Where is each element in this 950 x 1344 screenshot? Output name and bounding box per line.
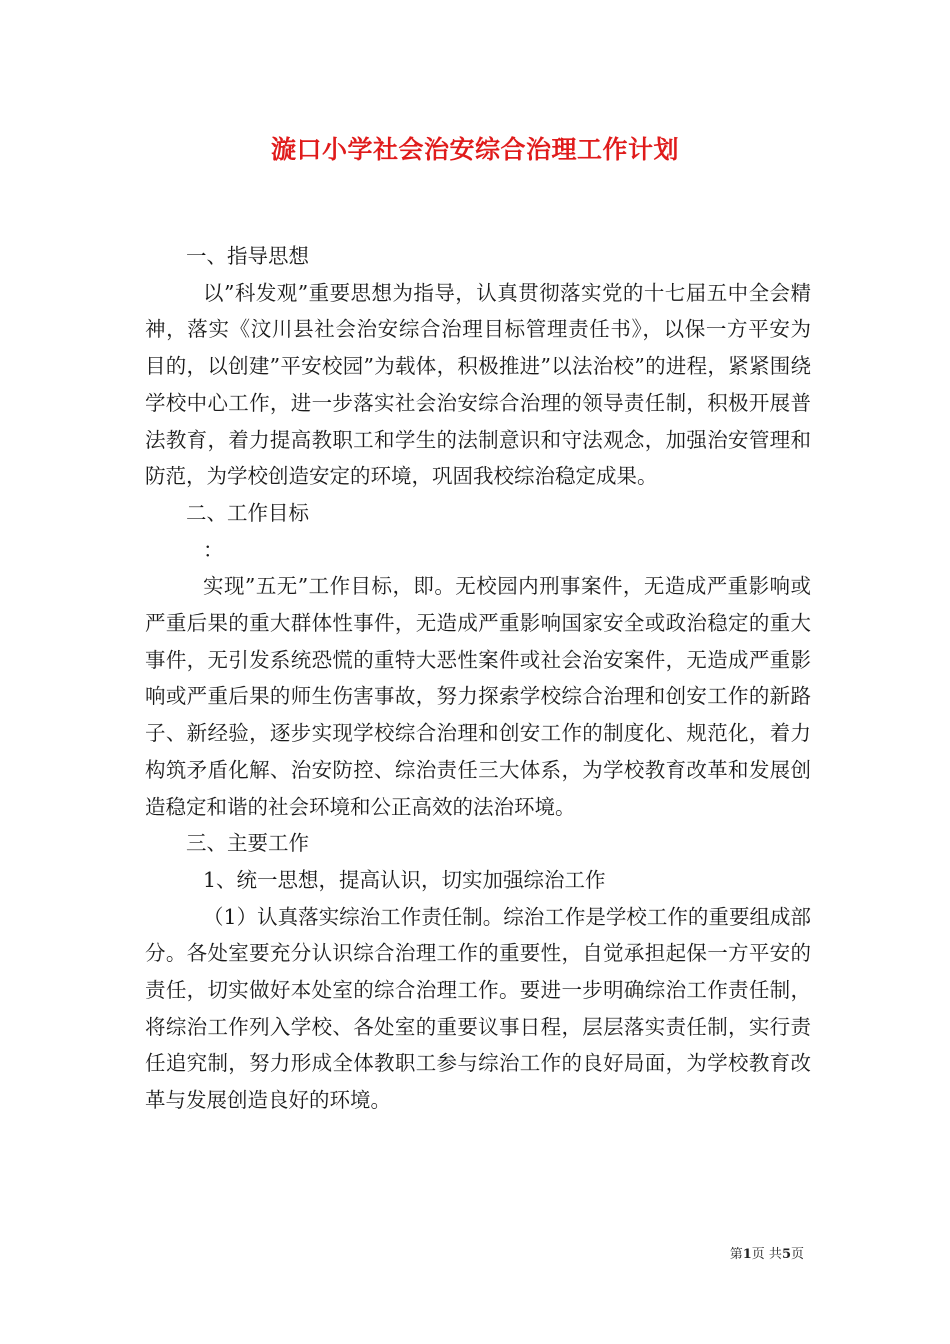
colon-line: ： [203, 537, 224, 562]
footer-middle: 页 共 [751, 1247, 782, 1262]
section-heading-2: 二、工作目标 [186, 500, 309, 525]
document-body [145, 238, 811, 1119]
document-title: 漩口小学社会治安综合治理工作计划 [270, 135, 679, 164]
page-footer [730, 1243, 804, 1262]
subheading-1: 1、统一思想，提高认识，切实加强综治工作 [203, 867, 606, 892]
paragraph-guiding-thought: 以”科发观”重要思想为指导，认真贯彻落实党的十七届五中全会精神，落实《汶川县社会治安综合治理目标管理责任书》，以保一方平安为目的，以创建”平安校园”为载体，积极推进”以法治校”的进程，紧紧围绕学校中心工作，进一步落实社会治安综合治理的领导责任制，积极开展普法教育，着力提高教职工和学生的法制意识和守法观念，加强治安管理和防范，为学校创造安定的环境，巩固我校综治稳定成果。 [145, 280, 811, 489]
footer-prefix: 第 [729, 1247, 743, 1262]
paragraph-responsibility: （1）认真落实综治工作责任制。综治工作是学校工作的重要组成部分。各处室要充分认识综合治理工作的重要性，自觉承担起保一方平安的责任，切实做好本处室的综合治理工作。要进一步明确综治工作责任制，将综治工作列入学校、各处室的重要议事日程，层层落实责任制，实行责任追究制，努力形成全体教职工参与综治工作的良好局面，为学校教育改革与发展创造良好的环境。 [145, 904, 811, 1113]
section-heading-1: 一、指导思想 [186, 244, 309, 268]
section-heading-3: 三、主要工作 [186, 831, 309, 856]
paragraph-work-goals: 实现”五无”工作目标，即。无校园内刑事案件，无造成严重影响或严重后果的重大群体性事件，无造成严重影响国家安全或政治稳定的重大事件，无引发系统恐慌的重特大恶性案件或社会治安案件，无造成严重影响或严重后果的师生伤害事故，努力探索学校综合治理和创安工作的新路子、新经验，逐步实现学校综合治理和创安工作的制度化、规范化，着力构筑矛盾化解、治安防控、综治责任三大体系，为学校教育改革和发展创造稳定和谐的社会环境和公正高效的法治环境。 [145, 574, 811, 819]
footer-total-pages: 5 [781, 1247, 791, 1262]
footer-page-number: 1 [742, 1247, 752, 1262]
footer-suffix: 页 [790, 1247, 804, 1262]
